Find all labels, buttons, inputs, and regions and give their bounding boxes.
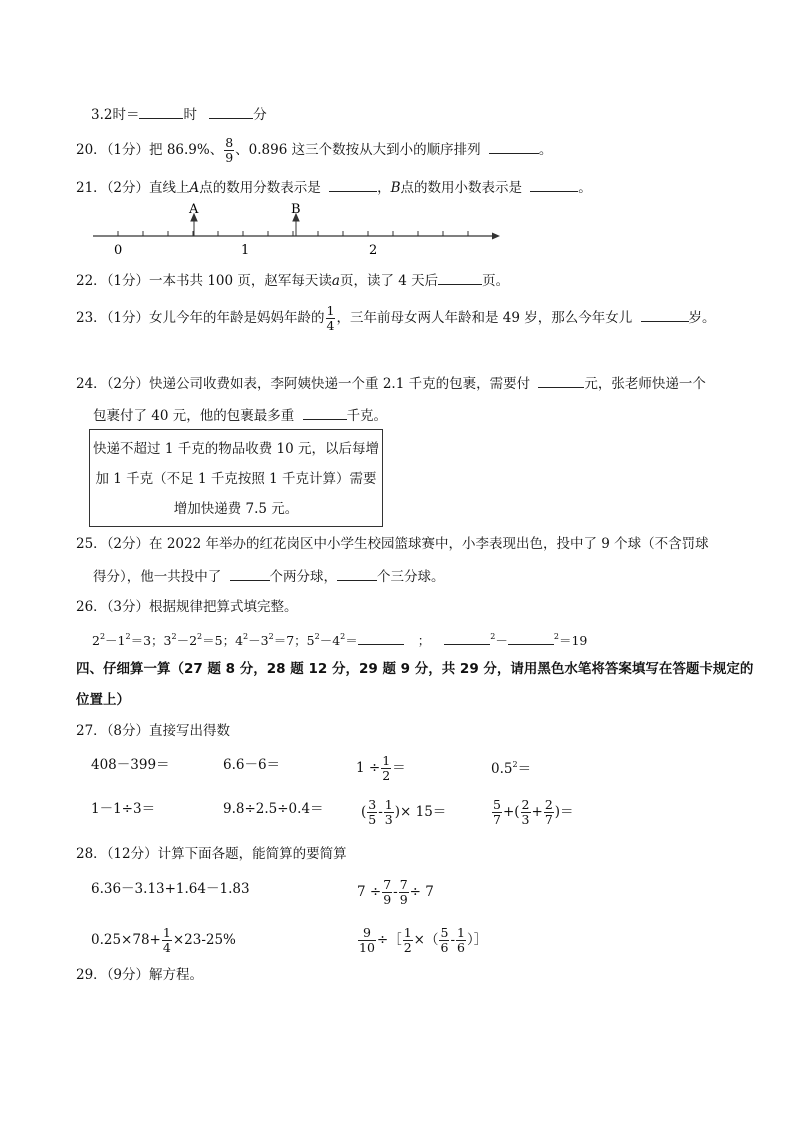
question-29: 29．（9分）解方程。	[76, 967, 204, 983]
question-20: 20．（1分）把 86.9%、 $\frac{8}{9}$ 、0.896 这三个数按从大到小的顺序排列 。	[76, 135, 553, 165]
q27-item-3: 1 ÷ $\frac{1}{2}$ ＝	[356, 753, 406, 783]
q27-item-1: 408－399＝	[91, 757, 170, 773]
blank-q26-b[interactable]	[444, 630, 490, 645]
q28-expr-2: 7 ÷ $\frac{7}{9}$ - $\frac{7}{9}$ ÷ 7	[357, 877, 434, 907]
blank-q21-a[interactable]	[329, 177, 377, 192]
section-4-heading-line2: 位置上）	[76, 692, 130, 708]
blank-q25-b[interactable]	[337, 566, 377, 581]
q28-expr-1: 6.36－3.13+1.64－1.83	[91, 881, 250, 897]
fraction-1-4: $\frac{1}{4}$	[326, 303, 335, 333]
question-24-line2: 包裹付了 40 元，他的包裹最多重 千克。	[93, 405, 387, 425]
q27-item-6: 9.8÷2.5÷0.4＝	[223, 801, 324, 817]
fraction-8-9: $\frac{8}{9}$	[225, 135, 234, 165]
tick-label-2: 2	[369, 243, 378, 258]
q27-item-2: 6.6－6＝	[223, 757, 281, 773]
question-22: 22．（1分）一本书共 100 页，赵军每天读a页，读了 4 天后 页。	[76, 270, 509, 290]
q28-expr-3: 0.25×78+ $\frac{1}{4}$ ×23-25%	[91, 925, 236, 955]
blank-q24-a[interactable]	[538, 373, 584, 388]
tick-label-1: 1	[241, 243, 250, 258]
blank-q24-b[interactable]	[303, 405, 347, 420]
point-a-label: A	[189, 202, 199, 217]
question-25-line2: 得分），他一共投中了 个两分球， 个三分球。	[93, 566, 445, 586]
question-26: 26．（3分）根据规律把算式填完整。	[76, 599, 298, 615]
q27-item-4: $0.5^2=$	[491, 760, 532, 777]
blank-minutes[interactable]	[209, 104, 253, 119]
question-23: 23．（1分）女儿今年的年龄是妈妈年龄的 $\frac{1}{4}$ ，三年前母女两人年龄和是 49 岁，那么今年女儿 岁。	[76, 303, 716, 333]
question-25: 25．（2分）在 2022 年举办的红花岗区中小学生校园篮球赛中，小李表现出色，投中了 9 个球（不含罚球	[76, 536, 709, 552]
blank-q23[interactable]	[641, 307, 689, 322]
blank-q21-b[interactable]	[530, 177, 578, 192]
question-21: 21．（2分）直线上A点的数用分数表示是 ，B点的数用小数表示是 。	[76, 177, 592, 197]
q26-expression: $2^2-1^2=3$；$3^2-2^2=5$；$4^2-3^2=7$；$5^2-4^2=$ ； $^2$－ $^2$＝19	[92, 632, 588, 648]
blank-q22[interactable]	[438, 270, 482, 285]
q27-item-8: $\frac{5}{7}$ +( $\frac{2}{3}$ + $\frac{2}{7}$ )＝	[493, 797, 574, 827]
question-24: 24．（2分）快递公司收费如表，李阿姨快递一个重 2.1 千克的包裹，需要付 元，张老师快递一个	[76, 373, 706, 393]
fee-table-box: 快递不超过 1 千克的物品收费 10 元，以后每增 加 1 千克（不足 1 千克按照 1 千克计算）需要 增加快递费 7.5 元。	[89, 429, 383, 527]
q27-item-7: ( $\frac{3}{5}$ - $\frac{1}{3}$ )× 15＝	[361, 797, 447, 827]
blank-q26-a[interactable]	[358, 630, 404, 645]
section-4-heading: 四、仔细算一算（27 题 8 分，28 题 12 分，29 题 9 分，共 29 分，请用黑色水笔将答案填写在答题卡规定的	[76, 661, 754, 677]
blank-q20[interactable]	[489, 139, 539, 154]
q27-item-5: 1－1÷3＝	[91, 801, 156, 817]
q19-tail: 3.2时＝ 时 分	[91, 104, 267, 124]
point-b-label: B	[291, 202, 301, 217]
blank-q25-a[interactable]	[230, 566, 270, 581]
tick-label-0: 0	[114, 243, 123, 258]
number-line	[90, 202, 502, 260]
question-28: 28．（12分）计算下面各题，能简算的要简算	[76, 846, 347, 862]
q28-expr-4: $\frac{9}{10}$ ÷［ $\frac{1}{2}$ ×（ $\frac{5}{6}$ - $\frac{1}{6}$ ）］	[359, 925, 488, 955]
blank-q26-c[interactable]	[508, 630, 554, 645]
question-27: 27．（8分）直接写出得数	[76, 723, 231, 739]
blank-hours[interactable]	[139, 104, 183, 119]
